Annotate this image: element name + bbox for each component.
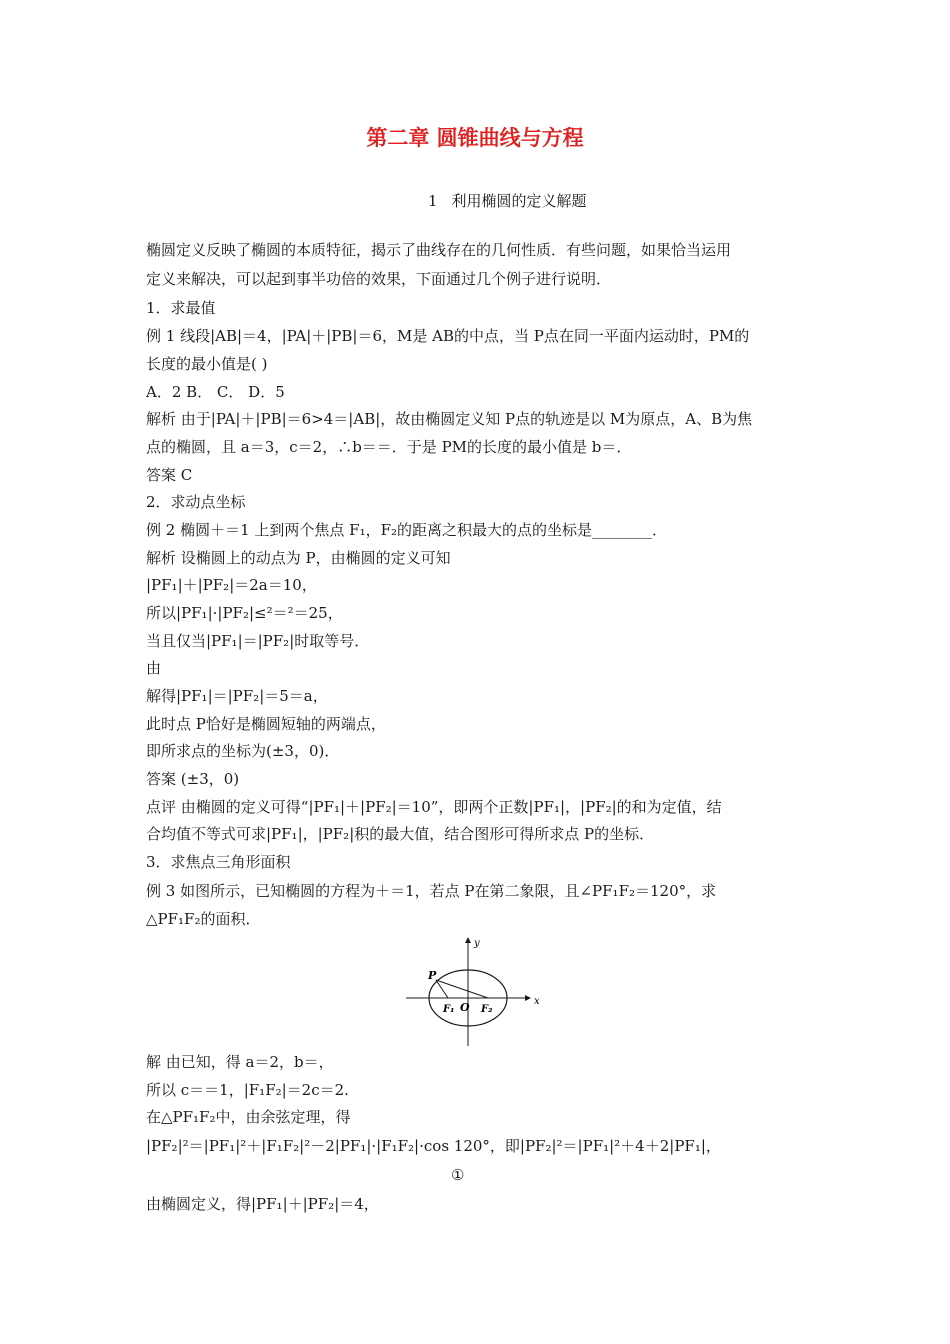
- choices: A．2 B． C． D．5: [146, 383, 285, 401]
- chapter-title: 第二章 圆锥曲线与方程: [366, 126, 584, 150]
- point-p-label: P: [428, 969, 437, 982]
- text-line: 当且仅当|PF₁|＝|PF₂|时取等号．: [146, 632, 370, 650]
- text-line: |PF₁|＋|PF₂|＝2a＝10，: [146, 576, 317, 594]
- segment-pf2: [436, 980, 488, 998]
- segment-pf1: [436, 980, 448, 998]
- y-axis-label: y: [474, 938, 480, 949]
- example-2: 例 2 椭圆＋＝1 上到两个焦点 F₁，F₂的距离之积最大的点的坐标是________．: [146, 521, 668, 539]
- section-heading-2: 2．求动点坐标: [146, 493, 246, 511]
- text-line: 合均值不等式可求|PF₁|，|PF₂|积的最大值，结合图形可得所求点 P的坐标．: [146, 825, 655, 843]
- comment: 点评 由椭圆的定义可得“|PF₁|＋|PF₂|＝10”，即两个正数|PF₁|，|PF₂|的和为定值，结: [146, 798, 722, 816]
- solution-3: 解 由已知，得 a＝2，b＝，: [146, 1053, 334, 1071]
- x-axis-label: x: [534, 996, 540, 1007]
- equation-line: |PF₂|²＝|PF₁|²＋|F₁F₂|²－2|PF₁|·|F₁F₂|·cos 120°，即|PF₂|²＝|PF₁|²＋4＋2|PF₁|，: [146, 1137, 721, 1155]
- equation-number: ①: [451, 1166, 465, 1184]
- text-line: 在△PF₁F₂中，由余弦定理，得: [146, 1108, 351, 1126]
- text-line: 所以|PF₁|·|PF₂|≤²＝²＝25，: [146, 604, 343, 622]
- f2-label: F₂: [481, 1004, 493, 1015]
- text-line: 定义来解决，可以起到事半功倍的效果，下面通过几个例子进行说明．: [146, 270, 612, 288]
- answer-1: 答案 C: [146, 466, 193, 484]
- text-line: 椭圆定义反映了椭圆的本质特征，揭示了曲线存在的几何性质．有些问题，如果恰当运用: [146, 241, 732, 259]
- ellipse-figure: [406, 934, 546, 1050]
- text-line: 即所求点的坐标为(±3，0)．: [146, 742, 340, 760]
- section-heading-3: 3．求焦点三角形面积: [146, 853, 291, 871]
- text-line: 所以 c＝＝1，|F₁F₂|＝2c＝2.: [146, 1081, 349, 1099]
- example-1: 例 1 线段|AB|＝4，|PA|＋|PB|＝6，M是 AB的中点，当 P点在同一平面内运动时，PM的: [146, 327, 750, 345]
- text-line: 此时点 P恰好是椭圆短轴的两端点，: [146, 715, 386, 733]
- text-line: 解得|PF₁|＝|PF₂|＝5＝a，: [146, 687, 328, 705]
- section-heading-1: 1．求最值: [146, 299, 216, 317]
- f1-label: F₁: [443, 1004, 455, 1015]
- text-line: 由椭圆定义，得|PF₁|＋|PF₂|＝4，: [146, 1195, 379, 1213]
- section-heading: [428, 190, 587, 211]
- text-line: 点的椭圆，且 a＝3，c＝2，∴b＝＝．于是 PM的长度的最小值是 b＝．: [146, 438, 632, 456]
- analysis-1: 解析 由于|PA|＋|PB|＝6>4＝|AB|，故由椭圆定义知 P点的轨迹是以 M为原点，A、B为焦: [146, 410, 753, 428]
- analysis-2: 解析 设椭圆上的动点为 P，由椭圆的定义可知: [146, 549, 451, 567]
- answer-2: 答案 (±3，0): [146, 770, 240, 788]
- text-line: 长度的最小值是( ): [146, 355, 268, 373]
- section-number: 1: [428, 192, 438, 210]
- section-title: 利用椭圆的定义解题: [451, 192, 587, 210]
- text-line: 由: [146, 659, 162, 677]
- origin-label: O: [460, 1001, 470, 1014]
- text-line: △PF₁F₂的面积．: [146, 910, 261, 928]
- example-3: 例 3 如图所示，已知椭圆的方程为＋＝1，若点 P在第二象限，且∠PF₁F₂＝120°，求: [146, 882, 717, 900]
